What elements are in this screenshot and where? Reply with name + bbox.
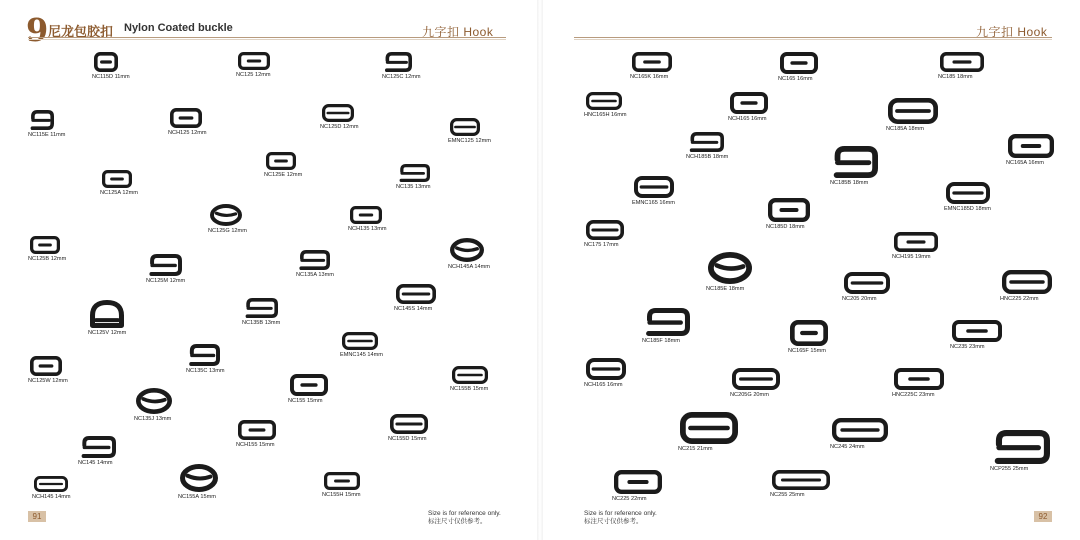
- section-title-cn: 尼龙包胶扣: [48, 24, 114, 39]
- product-label: NC135 13mm: [396, 184, 431, 190]
- product-item: [208, 204, 247, 234]
- product-label: NC125 12mm: [236, 72, 271, 78]
- header-rule: [574, 37, 1052, 38]
- buckle-image: [680, 412, 738, 444]
- buckle-image: [342, 332, 378, 350]
- product-item: [642, 308, 690, 344]
- product-item: [236, 52, 271, 78]
- buckle-image: [730, 92, 768, 114]
- product-item: [288, 374, 328, 404]
- buckle-image: [708, 252, 752, 284]
- buckle-image: [90, 300, 124, 328]
- buckle-image: [290, 374, 328, 396]
- product-item: [448, 118, 491, 144]
- product-item: [32, 476, 71, 500]
- product-item: [178, 464, 218, 500]
- buckle-image: [894, 232, 938, 252]
- product-label: NC185F 18mm: [642, 338, 680, 344]
- buckle-image: [390, 414, 428, 434]
- product-label: NCH145A 14mm: [448, 264, 490, 270]
- size-note: [428, 510, 501, 526]
- size-note-cn: 标注尺寸仅供参考。: [584, 518, 643, 525]
- product-item: [450, 366, 489, 392]
- header-rule-thin: [574, 39, 1052, 40]
- product-item: [770, 470, 830, 498]
- product-label: NC125B 12mm: [28, 256, 67, 262]
- product-item: [186, 344, 225, 374]
- product-label: NC125M 12mm: [146, 278, 186, 284]
- buckle-image: [322, 104, 354, 122]
- product-item: [830, 418, 888, 450]
- buckle-image: [992, 430, 1050, 464]
- product-item: [396, 164, 431, 190]
- buckle-image: [844, 272, 890, 294]
- product-label: NC165K 16mm: [630, 74, 669, 80]
- product-item: [886, 98, 938, 132]
- product-item: [612, 470, 662, 502]
- buckle-image: [238, 420, 276, 440]
- buckle-image: [398, 164, 430, 182]
- product-label: NC155A 15mm: [178, 494, 216, 500]
- product-label: NC155D 15mm: [388, 436, 427, 442]
- buckle-image: [772, 470, 830, 490]
- product-item: [264, 152, 303, 178]
- product-item: [584, 220, 624, 248]
- buckle-image: [102, 170, 132, 188]
- buckle-image: [30, 356, 62, 376]
- category-label: 九字扣 Hook: [976, 25, 1048, 39]
- product-item: [990, 430, 1050, 472]
- product-item: [830, 146, 878, 186]
- product-item: [892, 232, 938, 260]
- product-item: [320, 104, 359, 130]
- buckle-image: [80, 436, 116, 458]
- product-label: EMNC125 12mm: [448, 138, 491, 144]
- buckle-image: [1008, 134, 1054, 158]
- product-item: [92, 52, 130, 80]
- buckle-image: [244, 298, 278, 318]
- product-label: NC225 22mm: [612, 496, 647, 502]
- buckle-image: [1002, 270, 1052, 294]
- product-label: NC125A 12mm: [100, 190, 138, 196]
- product-item: [950, 320, 1002, 350]
- product-label: NCH125 12mm: [168, 130, 207, 136]
- product-label: NC145 14mm: [78, 460, 113, 466]
- product-item: [1000, 270, 1052, 302]
- buckle-image: [632, 52, 672, 72]
- buckle-image: [266, 152, 296, 170]
- product-item: [168, 108, 207, 136]
- buckle-image: [350, 206, 382, 224]
- buckle-image: [94, 52, 118, 72]
- product-item: [630, 52, 672, 80]
- product-label: NC115E 11mm: [28, 132, 66, 138]
- buckle-image: [940, 52, 984, 72]
- product-item: [348, 206, 387, 232]
- buckle-image: [586, 358, 626, 380]
- product-label: NC145S 14mm: [394, 306, 433, 312]
- product-item: [388, 414, 428, 442]
- product-label: EMNC165 16mm: [632, 200, 675, 206]
- product-item: [938, 52, 984, 80]
- buckle-image: [30, 110, 54, 130]
- product-item: [728, 92, 768, 122]
- product-label: NC125C 12mm: [382, 74, 421, 80]
- product-label: NC205G 20mm: [730, 392, 769, 398]
- section-number: 9: [26, 11, 49, 49]
- buckle-image: [832, 146, 878, 178]
- buckle-image: [732, 368, 780, 390]
- product-label: NC235 23mm: [950, 344, 985, 350]
- buckle-image: [450, 118, 480, 136]
- product-label: HNC225 22mm: [1000, 296, 1039, 302]
- product-item: [766, 198, 810, 230]
- product-label: NCP255 25mm: [990, 466, 1029, 472]
- product-item: [632, 176, 675, 206]
- buckle-image: [688, 132, 724, 152]
- product-label: NC175 17mm: [584, 242, 619, 248]
- buckle-image: [452, 366, 488, 384]
- buckle-image: [586, 92, 622, 110]
- size-note-cn: 标注尺寸仅供参考。: [428, 518, 487, 525]
- product-label: NC155B 15mm: [450, 386, 489, 392]
- size-note-en: Size is for reference only.: [428, 510, 501, 517]
- buckle-image: [586, 220, 624, 240]
- product-item: [584, 92, 627, 118]
- product-label: NC255 25mm: [770, 492, 805, 498]
- size-note: [584, 510, 657, 526]
- buckle-image: [384, 52, 412, 72]
- product-item: [242, 298, 281, 326]
- product-item: [892, 368, 944, 398]
- buckle-image: [136, 388, 172, 414]
- page-number: 91: [28, 511, 46, 522]
- product-item: [100, 170, 138, 196]
- buckle-image: [614, 470, 662, 494]
- product-item: [134, 388, 172, 422]
- buckle-image: [148, 254, 182, 276]
- product-item: [340, 332, 383, 358]
- product-label: NCH165 16mm: [728, 116, 767, 122]
- product-label: NCH185B 18mm: [686, 154, 729, 160]
- product-label: NC125W 12mm: [28, 378, 68, 384]
- product-item: [296, 250, 334, 278]
- buckle-image: [894, 368, 944, 390]
- right-catalog-page: [540, 0, 1080, 540]
- buckle-image: [634, 176, 674, 198]
- product-item: [88, 300, 127, 336]
- product-item: [322, 472, 361, 498]
- buckle-image: [210, 204, 242, 226]
- product-item: [78, 436, 116, 466]
- product-label: NC165A 16mm: [1006, 160, 1044, 166]
- product-label: NCH145 14mm: [32, 494, 71, 500]
- buckle-image: [298, 250, 330, 270]
- product-label: HNC225C 23mm: [892, 392, 935, 398]
- buckle-image: [832, 418, 888, 442]
- product-label: NCH155 15mm: [236, 442, 275, 448]
- product-item: [236, 420, 276, 448]
- product-label: EMNC185D 18mm: [944, 206, 991, 212]
- product-label: NC125E 12mm: [264, 172, 303, 178]
- buckle-image: [238, 52, 270, 70]
- buckle-image: [888, 98, 938, 124]
- product-item: [678, 412, 738, 452]
- product-item: [146, 254, 186, 284]
- product-label: NC115D 11mm: [92, 74, 130, 80]
- product-item: [382, 52, 421, 80]
- product-label: NC165 16mm: [778, 76, 813, 82]
- buckle-image: [952, 320, 1002, 342]
- product-item: [28, 356, 68, 384]
- product-label: NC205 20mm: [842, 296, 877, 302]
- product-label: NC125D 12mm: [320, 124, 359, 130]
- buckle-image: [396, 284, 436, 304]
- product-item: [28, 236, 67, 262]
- product-label: NC185 18mm: [938, 74, 973, 80]
- product-label: NC155H 15mm: [322, 492, 361, 498]
- buckle-image: [780, 52, 818, 74]
- page-number: 92: [1034, 511, 1052, 522]
- buckle-image: [324, 472, 360, 490]
- product-item: [1006, 134, 1054, 166]
- product-label: NCH195 19mm: [892, 254, 931, 260]
- buckle-image: [188, 344, 220, 366]
- product-label: NC185A 18mm: [886, 126, 924, 132]
- product-label: NC185E 18mm: [706, 286, 745, 292]
- buckle-image: [768, 198, 810, 222]
- product-label: NC165F 15mm: [788, 348, 826, 354]
- category-label: 九字扣 Hook: [422, 25, 494, 39]
- header-rule: [28, 37, 506, 38]
- buckle-image: [790, 320, 828, 346]
- product-item: [706, 252, 752, 292]
- product-label: NC125G 12mm: [208, 228, 247, 234]
- product-item: [686, 132, 729, 160]
- product-label: NC185B 18mm: [830, 180, 869, 186]
- product-item: [730, 368, 780, 398]
- buckle-image: [30, 236, 60, 254]
- product-label: NC135A 13mm: [296, 272, 334, 278]
- product-label: NC135J 13mm: [134, 416, 172, 422]
- product-item: [842, 272, 890, 302]
- product-item: [778, 52, 818, 82]
- product-label: NC155 15mm: [288, 398, 323, 404]
- size-note-en: Size is for reference only.: [584, 510, 657, 517]
- product-label: NC125V 12mm: [88, 330, 127, 336]
- product-label: NC215 21mm: [678, 446, 713, 452]
- product-item: [448, 238, 490, 270]
- buckle-image: [644, 308, 690, 336]
- product-label: NC135C 13mm: [186, 368, 225, 374]
- product-label: NC245 24mm: [830, 444, 865, 450]
- product-label: NCH135 13mm: [348, 226, 387, 232]
- product-item: [788, 320, 828, 354]
- product-label: HNC165H 16mm: [584, 112, 627, 118]
- buckle-image: [946, 182, 990, 204]
- product-item: [394, 284, 436, 312]
- product-label: EMNC145 14mm: [340, 352, 383, 358]
- product-label: NCH165 16mm: [584, 382, 623, 388]
- header-rule-thin: [28, 39, 506, 40]
- buckle-image: [170, 108, 202, 128]
- product-label: NC185D 18mm: [766, 224, 805, 230]
- section-title-en: Nylon Coated buckle: [124, 22, 233, 34]
- product-item: [584, 358, 626, 388]
- buckle-image: [34, 476, 68, 492]
- buckle-image: [450, 238, 484, 262]
- product-label: NC135B 13mm: [242, 320, 281, 326]
- product-item: [944, 182, 991, 212]
- product-item: [28, 110, 66, 138]
- buckle-image: [180, 464, 218, 492]
